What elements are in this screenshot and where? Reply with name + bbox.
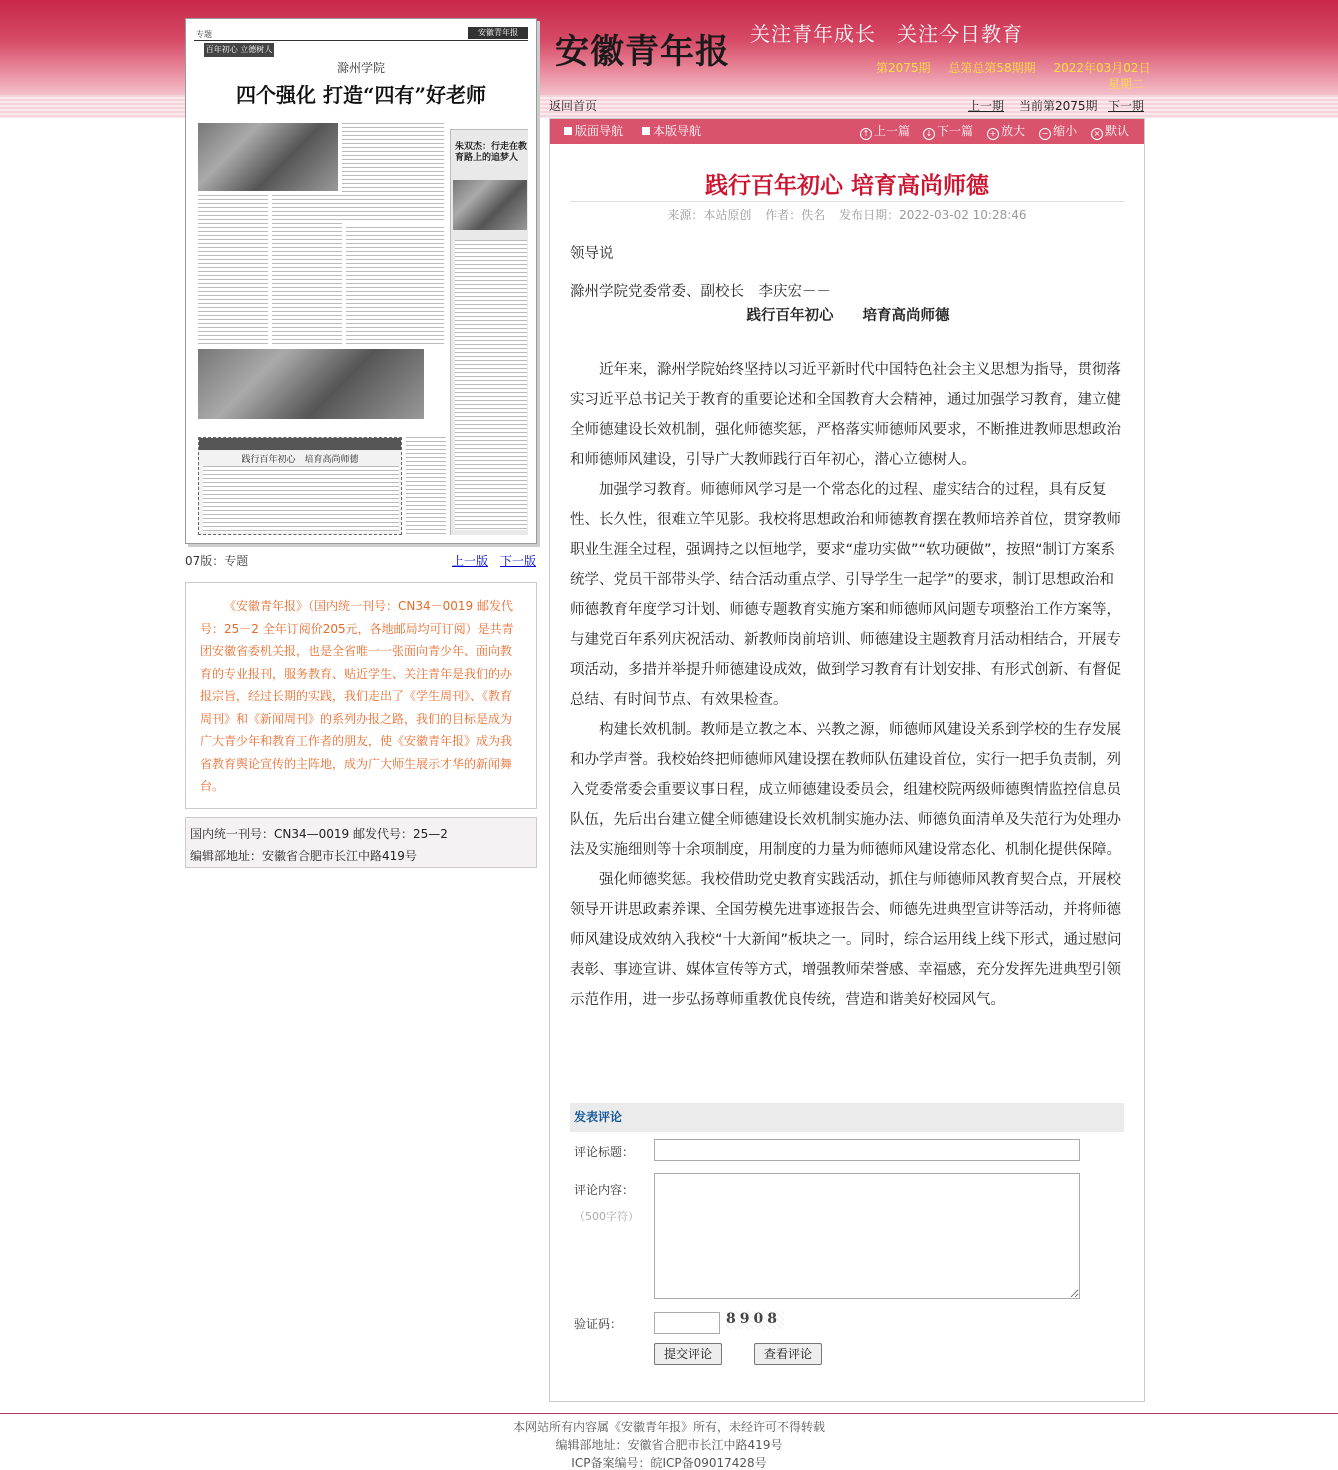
article-panel — [549, 118, 1145, 1402]
paper-boxed-title: 践行百年初心 培育高尚师德 — [241, 455, 359, 465]
paper-boxed-header — [199, 438, 401, 450]
paper-text-block — [342, 123, 444, 223]
paper-text-block — [203, 466, 399, 532]
prev-issue-link[interactable]: 上一期 — [968, 99, 1005, 113]
article-body — [570, 239, 1126, 1015]
default-size-label: 默认 — [1105, 124, 1130, 138]
zoom-out-label: 缩小 — [1053, 124, 1078, 138]
page-nav-label: 本版导航 — [653, 124, 702, 138]
minus-icon: − — [1039, 128, 1051, 140]
square-icon — [564, 127, 572, 135]
site-slogan: 关注青年成长 关注今日教育 — [750, 22, 1023, 46]
article-toolbar — [550, 119, 1144, 144]
captcha-label: 验证码： — [574, 1317, 623, 1331]
article-column: 领导说 — [570, 246, 614, 262]
paper-photo-middle — [198, 349, 424, 419]
paper-kicker: 滁州学院 — [336, 61, 385, 75]
zoom-in-button[interactable] — [987, 119, 1025, 144]
article-paragraph: 近年来，滁州学院始终坚持以习近平新时代中国特色社会主义思想为指导，贯彻落实习近平总书记关于教育的重要论述和全国教育大会精神，通过加强学习教育，建立健全师德建设长效机制，强化师德奖惩，严格落实师德师风要求，不断推进教师思想政治和师德师风建设，引导广大教师践行百年初心，潜心立德树人。 — [570, 362, 1121, 468]
zoom-out-button[interactable] — [1039, 119, 1077, 144]
article-byline: 滁州学院党委常委、副校长 李庆宏－－ — [570, 284, 831, 300]
next-article-button[interactable] — [923, 119, 973, 144]
paper-sidebar — [450, 129, 528, 535]
footer-address: 编辑部地址：安徽省合肥市长江中路419号 — [555, 1438, 783, 1452]
paper-section: 专题 — [196, 30, 212, 39]
comment-content-textarea[interactable] — [654, 1173, 1080, 1299]
paper-text-block — [346, 227, 444, 345]
arrow-down-icon: ↓ — [923, 128, 935, 140]
paper-text-block — [455, 240, 527, 530]
current-issue: 当前第2075期 — [1019, 99, 1098, 113]
next-page-link[interactable]: 下一版 — [500, 554, 537, 568]
issue-info — [876, 59, 1165, 76]
article-meta — [550, 206, 1144, 223]
back-home-link[interactable]: 返回首页 — [549, 99, 598, 113]
paper-top-line — [194, 27, 528, 41]
paper-text-block — [198, 195, 268, 345]
comment-content-label: 评论内容： — [574, 1183, 635, 1197]
footer-copyright: 本网站所有内容属《安徽青年报》所有，未经许可不得转载 — [512, 1420, 825, 1434]
plus-icon: + — [987, 128, 999, 140]
comment-content-hint: （500字符） — [574, 1210, 639, 1223]
issue-date: 2022年03月02日 — [1053, 61, 1151, 75]
prev-article-label: 上一篇 — [874, 124, 911, 138]
newspaper-intro: 《安徽青年报》（国内统一刊号：CN34－0019 邮发代号：25－2 全年订阅价205元，各地邮局均可订阅）是共青团安徽省委机关报，也是全省唯一一张面向青少年、面向教育的专业报刊，服务教育、贴近学生、关注青年是我们的办报宗旨，经过长期的实践，我们走出了《学生周刊》、《教育周刊》和《新闻周刊》的系列办报之路，我们的目标是成为广大青少年和教育工作者的朋友，使《安徽青年报》成为我省教育舆论宣传的主阵地，成为广大师生展示才华的新闻舞台。 — [185, 582, 537, 809]
next-article-label: 下一篇 — [937, 124, 974, 138]
article-title: 践行百年初心 培育高尚师德 — [704, 173, 989, 199]
paper-text-block — [272, 195, 342, 345]
issue-number: 第2075期 — [876, 61, 931, 75]
article-paragraph: 加强学习教育。师德师风学习是一个常态化的过程、虚实结合的过程，具有反复性、长久性，很难立竿见影。我校将思想政治和师德教育摆在教师培养首位，贯穿教师职业生涯全过程，强调持之以恒地学，要求“虚功实做”“软功硬做”，按照“制订方案系统学、党员干部带头学、结合活动重点学、引导学生一起学”的要求，制订思想政治和师德教育年度学习计划、师德专题教育实施方案和师德师风问题专项整治工作方案等，与建党百年系列庆祝活动、新教师岗前培训、师德建设主题教育月活动相结合，开展专项活动，多措并举提升师德建设成效，做到学习教育有计划安排、有形式创新、有督促总结、有时间节点、有效果检查。 — [570, 482, 1121, 708]
comment-title-input[interactable] — [654, 1139, 1080, 1161]
publication-info — [185, 817, 537, 868]
footer-divider — [0, 1413, 1338, 1414]
paper-photo-top — [198, 123, 338, 191]
paper-sidebar-title: 朱双杰：行走在教育路上的追梦人 — [455, 142, 528, 163]
paper-sidebar-photo — [453, 180, 527, 230]
next-issue-link[interactable]: 下一期 — [1108, 99, 1145, 113]
paper-text-block — [406, 437, 446, 535]
square-icon — [642, 127, 650, 135]
issue-weekday: 星期二 — [1108, 77, 1145, 91]
footer-icp: ICP备案编号：皖ICP备09017428号 — [571, 1456, 767, 1470]
prev-page-link[interactable]: 上一版 — [452, 554, 489, 568]
comment-title-label: 评论标题： — [574, 1145, 635, 1159]
newspaper-page-image[interactable] — [185, 18, 537, 544]
publication-address: 编辑部地址：安徽省合肥市长江中路419号 — [190, 849, 417, 863]
zoom-in-label: 放大 — [1001, 124, 1026, 138]
article-author: 作者：佚名 — [765, 208, 826, 222]
view-comments-button[interactable]: 查看评论 — [754, 1343, 822, 1365]
paper-tagline: 百年初心 立德树人 — [204, 43, 274, 57]
submit-comment-button[interactable]: 提交评论 — [654, 1343, 722, 1365]
page-nav-button[interactable] — [642, 119, 701, 144]
close-icon: × — [1091, 128, 1103, 140]
paper-masthead: 安徽青年报 — [468, 27, 528, 39]
site-footer — [0, 1418, 1338, 1470]
layout-nav-label: 版面导航 — [575, 124, 624, 138]
total-issue: 总第总第58期期 — [948, 61, 1036, 75]
captcha-image[interactable]: 8908 — [726, 1311, 784, 1329]
comment-heading: 发表评论 — [570, 1103, 1124, 1132]
paper-boxed-article — [198, 437, 402, 535]
article-date: 发布日期：2022-03-02 10:28:46 — [839, 208, 1027, 222]
newspaper-page-content — [194, 27, 528, 535]
page-label: 07版：专题 — [185, 554, 249, 568]
prev-article-button[interactable] — [860, 119, 910, 144]
publication-number: 国内统一刊号：CN34—0019 邮发代号：25—2 — [190, 827, 448, 841]
captcha-input[interactable] — [654, 1312, 720, 1334]
layout-nav-button[interactable] — [564, 119, 623, 144]
arrow-up-icon: ↑ — [860, 128, 872, 140]
title-divider — [570, 201, 1124, 202]
article-subhead: 践行百年初心 培育高尚师德 — [746, 308, 950, 324]
article-source: 来源：本站原创 — [667, 208, 752, 222]
article-paragraph: 构建长效机制。教师是立教之本、兴教之源，师德师风建设关系到学校的生存发展和办学声誉。我校始终把师德师风建设摆在教师队伍建设首位，实行一把手负责制，列入党委常委会重要议事日程，成立师德建设委员会，组建校院两级师德舆情监控信息员队伍，先后出台建立健全师德建设长效机制实施办法、师德负面清单及失范行为处理办法及实施细则等十余项制度，用制度的力量为师德师风建设常态化、机制化提供保障。 — [570, 722, 1121, 858]
site-logo[interactable]: 安徽青年报 — [555, 32, 730, 72]
default-size-button[interactable] — [1091, 119, 1129, 144]
paper-headline: 四个强化 打造“四有”好老师 — [236, 83, 486, 107]
article-paragraph: 强化师德奖惩。我校借助党史教育实践活动，抓住与师德师风教育契合点，开展校领导开讲思政素养课、全国劳模先进事迹报告会、师德先进典型宣讲等活动，并将师德师风建设成效纳入我校“十大新闻”板块之一。同时，综合运用线上线下形式，通过慰问表彰、事迹宣讲、媒体宣传等方式，增强教师荣誉感、幸福感，充分发挥先进典型引领示范作用，进一步弘扬尊师重教优良传统，营造和谐美好校园风气。 — [570, 872, 1122, 1008]
